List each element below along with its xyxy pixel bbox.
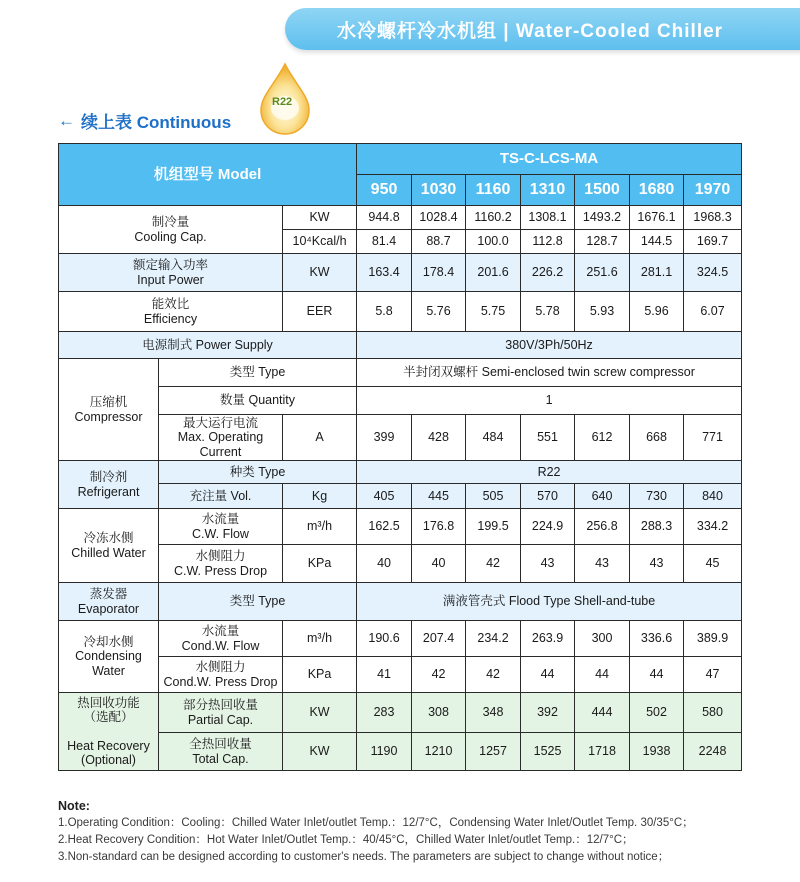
table-row (59, 484, 742, 509)
label-cn: 全热回收量 (189, 737, 252, 752)
unit-cell: m³/h (283, 621, 357, 657)
value-cell: 1938 (630, 733, 684, 771)
value-cell: 43 (575, 545, 630, 583)
value-cell: 234.2 (466, 621, 521, 657)
value-cell: 5.93 (575, 292, 630, 332)
refrigerant-label (59, 461, 159, 509)
label-cn: 冷却水侧 (83, 634, 134, 649)
unit-cell: KPa (283, 545, 357, 583)
table-row (59, 387, 742, 415)
value-cell: 199.5 (466, 509, 521, 545)
value-cell: 570 (521, 484, 575, 509)
page-banner (285, 8, 800, 50)
value-cell: 1257 (466, 733, 521, 771)
evaporator-type-value: 满液管壳式 Flood Type Shell-and-tube (357, 583, 742, 621)
label-en: Efficiency (143, 311, 198, 326)
label-cn: 水流量 (201, 512, 240, 527)
model-1970: 1970 (684, 175, 742, 206)
table-row (59, 583, 742, 621)
power-supply-label: 电源制式 Power Supply (59, 332, 357, 359)
value-cell: 944.8 (357, 206, 412, 230)
left-arrow-icon: ← (58, 110, 75, 130)
value-cell: 6.07 (684, 292, 742, 332)
value-cell: 176.8 (412, 509, 466, 545)
cw-drop-label (159, 545, 283, 583)
model-950: 950 (357, 175, 412, 206)
value-cell: 389.9 (684, 621, 742, 657)
value-cell: 444 (575, 693, 630, 733)
model-1680: 1680 (630, 175, 684, 206)
value-cell: 44 (575, 657, 630, 693)
label-cn: 冷冻水侧 (83, 531, 134, 546)
value-cell: 44 (521, 657, 575, 693)
value-cell: 40 (357, 545, 412, 583)
value-cell: 324.5 (684, 254, 742, 292)
compressor-label (59, 359, 159, 461)
refrigerant-badge-label: R22 (272, 96, 293, 108)
evaporator-label (59, 583, 159, 621)
value-cell: 112.8 (521, 230, 575, 254)
compressor-type-label: 类型 Type (159, 359, 357, 387)
value-cell: 42 (412, 657, 466, 693)
value-cell: 308 (412, 693, 466, 733)
value-cell: 283 (357, 693, 412, 733)
value-cell: 730 (630, 484, 684, 509)
label-en: Compressor (74, 409, 143, 424)
label-cn: 制冷剂 (89, 470, 128, 485)
value-cell: 1160.2 (466, 206, 521, 230)
label-en: Total Cap. (192, 751, 249, 766)
value-cell: 251.6 (575, 254, 630, 292)
value-cell: 612 (575, 415, 630, 461)
unit-cell: KW (283, 206, 357, 230)
label-en: Input Power (137, 272, 204, 287)
label-cn: 能效比 (151, 297, 190, 312)
current-label (159, 415, 283, 461)
value-cell: 47 (684, 657, 742, 693)
value-cell: 405 (357, 484, 412, 509)
value-cell: 226.2 (521, 254, 575, 292)
label-en: Cond.W. Press Drop (163, 674, 278, 689)
value-cell: 1210 (412, 733, 466, 771)
value-cell: 771 (684, 415, 742, 461)
value-cell: 5.75 (466, 292, 521, 332)
evaporator-type-label: 类型 Type (159, 583, 357, 621)
label-en: Partial Cap. (187, 712, 254, 727)
compressor-qty-label: 数量 Quantity (159, 387, 357, 415)
table-row (59, 733, 742, 771)
compressor-qty-value: 1 (357, 387, 742, 415)
unit-cell: 10⁴Kcal/h (283, 230, 357, 254)
value-cell: 40 (412, 545, 466, 583)
value-cell: 1028.4 (412, 206, 466, 230)
value-cell: 128.7 (575, 230, 630, 254)
value-cell: 348 (466, 693, 521, 733)
partial-cap-label (159, 693, 283, 733)
value-cell: 163.4 (357, 254, 412, 292)
continuous-label: 续上表 Continuous (81, 113, 232, 132)
value-cell: 169.7 (684, 230, 742, 254)
value-cell: 445 (412, 484, 466, 509)
table-row (59, 206, 742, 230)
value-cell: 44 (630, 657, 684, 693)
value-cell: 201.6 (466, 254, 521, 292)
condensing-water-label (59, 621, 159, 693)
label-cn: 部分热回收量 (182, 698, 258, 713)
value-cell: 256.8 (575, 509, 630, 545)
value-cell: 1308.1 (521, 206, 575, 230)
value-cell: 1676.1 (630, 206, 684, 230)
value-cell: 334.2 (684, 509, 742, 545)
value-cell: 42 (466, 545, 521, 583)
compressor-type-value: 半封闭双螺杆 Semi-enclosed twin screw compressor (357, 359, 742, 387)
label-cn: 制冷量 (151, 215, 190, 230)
label-cn: 水流量 (201, 624, 240, 639)
unit-cell: KW (283, 254, 357, 292)
banner-title: 水冷螺杆冷水机组 | Water-Cooled Chiller (337, 20, 724, 42)
unit-cell: KPa (283, 657, 357, 693)
label-en: C.W. Press Drop (173, 563, 268, 578)
value-cell: 43 (630, 545, 684, 583)
label-cn: 水侧阻力 (195, 549, 246, 564)
value-cell: 1190 (357, 733, 412, 771)
chilled-water-label (59, 509, 159, 583)
value-cell: 1968.3 (684, 206, 742, 230)
value-cell: 144.5 (630, 230, 684, 254)
refrigerant-type-value: R22 (357, 461, 742, 484)
series-header: TS-C-LCS-MA (357, 144, 742, 175)
unit-cell: EER (283, 292, 357, 332)
label-cn: 最大运行电流 (182, 415, 258, 430)
unit-cell: Kg (283, 484, 357, 509)
spec-table (58, 143, 742, 771)
table-row (59, 359, 742, 387)
note-line: 3.Non-standard can be designed according to customer's needs. The parameters are subject to change without notice； (58, 851, 670, 863)
value-cell: 2248 (684, 733, 742, 771)
value-cell: 207.4 (412, 621, 466, 657)
total-cap-label (159, 733, 283, 771)
cooling-cap-label (59, 206, 283, 254)
continuous-link (58, 108, 231, 133)
heat-recovery-label (59, 693, 159, 771)
model-1160: 1160 (466, 175, 521, 206)
cond-flow-label (159, 621, 283, 657)
value-cell: 580 (684, 693, 742, 733)
value-cell: 1493.2 (575, 206, 630, 230)
table-row (59, 545, 742, 583)
value-cell: 640 (575, 484, 630, 509)
value-cell: 81.4 (357, 230, 412, 254)
value-cell: 668 (630, 415, 684, 461)
value-cell: 392 (521, 693, 575, 733)
value-cell: 281.1 (630, 254, 684, 292)
value-cell: 336.6 (630, 621, 684, 657)
value-cell: 502 (630, 693, 684, 733)
label-en: C.W. Flow (192, 526, 249, 541)
value-cell: 162.5 (357, 509, 412, 545)
label-cn: 压缩机 (89, 395, 128, 410)
vol-label: 充注量 Vol. (159, 484, 283, 509)
label-cn: 热回收功能 (77, 695, 140, 710)
value-cell: 45 (684, 545, 742, 583)
note-line: 1.Operating Condition：Cooling：Chilled Water Inlet/outlet Temp.：12/7°C，Condensing Water Inlet/Outlet Temp. 30/35°C； (58, 817, 694, 829)
value-cell: 178.4 (412, 254, 466, 292)
value-cell: 42 (466, 657, 521, 693)
table-row (59, 292, 742, 332)
label-cn: 额定输入功率 (132, 258, 208, 273)
label-en: Heat Recovery (67, 738, 150, 753)
value-cell: 88.7 (412, 230, 466, 254)
label-en: Refrigerant (77, 484, 140, 499)
value-cell: 840 (684, 484, 742, 509)
refrigerant-type-label: 种类 Type (159, 461, 357, 484)
value-cell: 263.9 (521, 621, 575, 657)
label-en: Cond.W. Flow (181, 638, 260, 653)
value-cell: 300 (575, 621, 630, 657)
note-line: 2.Heat Recovery Condition：Hot Water Inlet/Outlet Temp.：40/45°C，Chilled Water Inlet/outlet Temp.：12/7°C； (58, 834, 634, 846)
label-cn: 水侧阻力 (195, 660, 246, 675)
power-supply-value: 380V/3Ph/50Hz (357, 332, 742, 359)
value-cell: 41 (357, 657, 412, 693)
value-cell: 288.3 (630, 509, 684, 545)
notes-title: Note: (58, 799, 90, 813)
value-cell: 5.76 (412, 292, 466, 332)
value-cell: 484 (466, 415, 521, 461)
value-cell: 5.96 (630, 292, 684, 332)
table-row (59, 657, 742, 693)
table-row (59, 415, 742, 461)
cw-flow-label (159, 509, 283, 545)
table-row (59, 509, 742, 545)
table-row (59, 254, 742, 292)
label-en: Max. Operating Current (177, 430, 264, 459)
value-cell: 1718 (575, 733, 630, 771)
table-row (59, 332, 742, 359)
label-en: Chilled Water (71, 545, 146, 560)
model-1500: 1500 (575, 175, 630, 206)
value-cell: 190.6 (357, 621, 412, 657)
label-en: Cooling Cap. (134, 229, 207, 244)
label-cn-optional: （选配） (83, 710, 134, 725)
value-cell: 551 (521, 415, 575, 461)
label-en: Evaporator (77, 601, 140, 616)
label-en-optional: (Optional) (81, 752, 136, 767)
value-cell: 428 (412, 415, 466, 461)
table-row (59, 461, 742, 484)
value-cell: 399 (357, 415, 412, 461)
input-power-label (59, 254, 283, 292)
cond-drop-label (159, 657, 283, 693)
unit-cell: KW (283, 733, 357, 771)
value-cell: 1525 (521, 733, 575, 771)
value-cell: 43 (521, 545, 575, 583)
notes-section (58, 798, 694, 866)
unit-cell: A (283, 415, 357, 461)
unit-cell: m³/h (283, 509, 357, 545)
model-1310: 1310 (521, 175, 575, 206)
efficiency-label (59, 292, 283, 332)
value-cell: 5.8 (357, 292, 412, 332)
label-cn: 蒸发器 (89, 587, 128, 602)
model-1030: 1030 (412, 175, 466, 206)
value-cell: 224.9 (521, 509, 575, 545)
unit-cell: KW (283, 693, 357, 733)
label-en: Condensing Water (75, 649, 142, 678)
table-row (59, 621, 742, 657)
value-cell: 5.78 (521, 292, 575, 332)
table-row (59, 693, 742, 733)
value-cell: 100.0 (466, 230, 521, 254)
value-cell: 505 (466, 484, 521, 509)
model-header: 机组型号 Model (59, 144, 357, 206)
